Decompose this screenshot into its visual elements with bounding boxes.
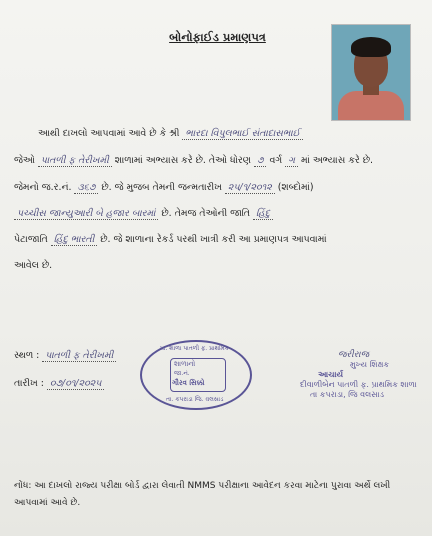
birth-date-words: પચ્ચીસ જાન્યુઆરી બે હજાર બારમાં — [14, 208, 158, 220]
line-1-prefix: આથી દાખલો આપવામાં આવે છે કે શ્રી — [38, 128, 180, 139]
line-5 — [14, 234, 327, 246]
line-3-mid: છે. જે મુજબ તેમની જન્મતારીખ — [101, 182, 222, 193]
signature-line-3: તા કપરાડા, જિ વલસાડ — [310, 390, 384, 399]
line-2-mid2: વર્ગ — [269, 155, 283, 166]
line-3-suffix: (શબ્દોમાં) — [277, 182, 314, 193]
line-4 — [14, 208, 273, 220]
place-row — [14, 350, 116, 361]
school-name: પાતળી ફ તેરીખમી — [38, 155, 112, 167]
photo-shirt — [338, 91, 404, 121]
line-2-mid: શાળામાં અભ્યાસ કરે છે. તેઓ ધોરણ — [114, 155, 251, 166]
birth-date: ૨૫/૧/૨૦૧૨ — [225, 182, 275, 194]
subcaste-value: હિંદુ ભારતી — [51, 234, 98, 246]
line-4-mid: છે. તેમજ તેઓની જાતિ — [161, 208, 251, 219]
division-value: ગ — [285, 155, 298, 167]
student-name: ભારદા વિપુલભાઈ સંતાદાસભાઈ — [182, 128, 303, 140]
signature-title: આચાર્ય — [318, 370, 344, 379]
student-photo — [331, 24, 411, 121]
seal-line-2: જા.નં. — [174, 370, 190, 377]
standard-value: ૭ — [254, 155, 267, 167]
signature-line-1: મુખ્ય શિક્ષક — [350, 360, 390, 369]
date-row — [14, 378, 104, 389]
line-2-prefix: જેઓ — [14, 155, 35, 166]
line-1 — [38, 128, 303, 140]
seal-line-1: શાળાનો — [174, 360, 196, 368]
seal-ring-bottom: તા. કપરાડા જિ. વલસાડ — [166, 396, 224, 403]
certificate-title: બોનોફાઈડ પ્રમાણપત્ર — [169, 30, 266, 44]
line-2 — [14, 155, 373, 167]
line-3 — [14, 182, 314, 194]
footer-note: નોંધ: આ દાખલો રાજ્ય પરીક્ષા બોર્ડ દ્વારા લેવાતી NMMS પરીક્ષાના આવેદન કરવા માટેના પુરાવા અર્થે લખી આપવામાં આવે છે. — [14, 481, 391, 508]
line-6: આવેલ છે. — [14, 260, 53, 271]
seal-ring-top: પ્રા. શાળા પાતળી ફ. પ્રાથમિક — [160, 345, 229, 352]
place-value: પાતળી ફ તેરીખમી — [42, 350, 116, 362]
date-label: તારીખ : — [14, 378, 44, 389]
place-label: સ્થળ : — [14, 350, 40, 361]
signature-scrawl: જરીરાજ — [338, 350, 370, 360]
signature-line-2: દીવાળીબેન પાતળી ફ. પ્રાથમિક શાળા — [300, 380, 417, 389]
date-value: ૦૭/૦૧/૨૦૨૫ — [47, 378, 105, 390]
seal-line-3: ગૌરવ સિક્કો — [172, 379, 205, 387]
line-5-prefix: પેટાજાતિ — [14, 234, 48, 245]
line-2-suffix: માં અભ્યાસ કરે છે. — [300, 155, 373, 166]
photo-hair — [351, 37, 391, 57]
line-3-prefix: જેમનો જ.ર.નં. — [14, 182, 72, 193]
school-seal-stamp — [140, 340, 252, 410]
principal-signature-stamp — [300, 350, 430, 400]
caste-value: હિંદુ — [253, 208, 273, 220]
line-5-suffix: છે. જે શાળાના રેકર્ડ પરથી ખાત્રી કરી આ પ્રમાણપત્ર આપવામાં — [100, 234, 327, 245]
register-number: ૩૬૭ — [74, 182, 98, 194]
